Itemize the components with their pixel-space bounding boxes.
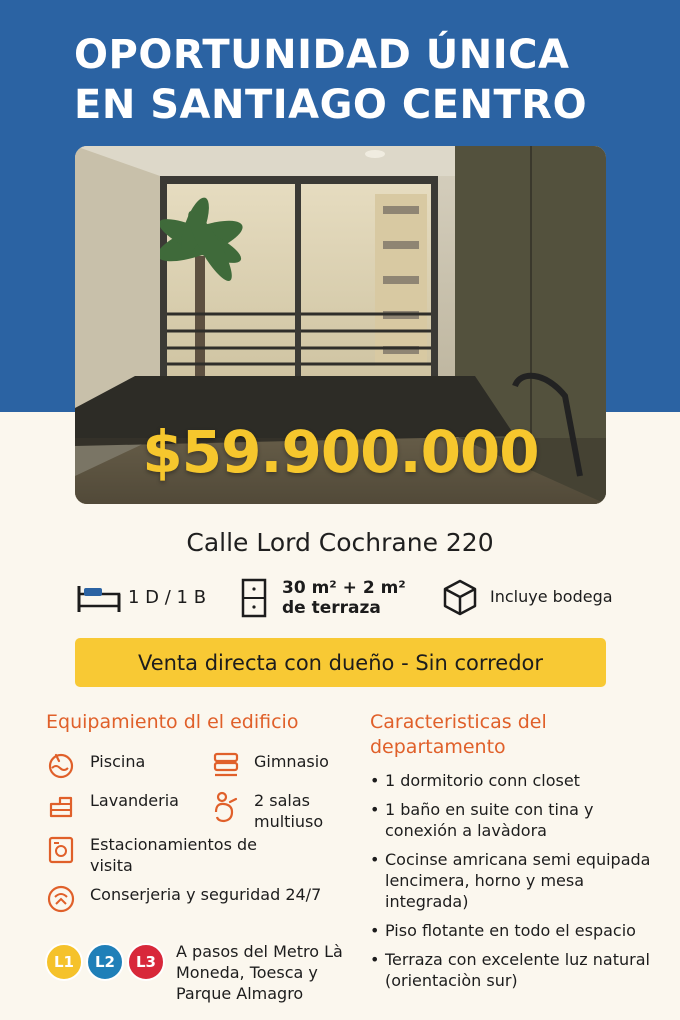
area-icon <box>240 578 268 618</box>
spec-rooms-label: 1 D / 1 B <box>128 587 207 608</box>
parking-icon <box>46 834 76 866</box>
amenity-label: 2 salas multiuso <box>254 791 324 831</box>
amenity-parking <box>46 834 270 876</box>
price: $59.900.000 <box>142 418 539 486</box>
direct-sale-banner: Venta directa con dueño - Sin corredor <box>75 638 606 687</box>
metro-badge-l2: L2 <box>86 943 124 981</box>
amenity-label: Piscina <box>90 752 146 771</box>
metro-badge-l3: L3 <box>127 943 165 981</box>
spec-storage <box>442 578 613 616</box>
amenity-label: Lavanderia <box>90 791 179 810</box>
box-icon <box>442 578 478 616</box>
multiuse-room-icon <box>212 790 240 826</box>
bed-icon <box>76 582 122 614</box>
list-item: • Terraza con excelente luz natural (orientaciòn sur) <box>370 949 670 991</box>
metro-badge-l1: L1 <box>45 943 83 981</box>
laundry-icon <box>46 790 76 820</box>
list-item: • Piso flotante en todo el espacio <box>370 920 670 941</box>
gym-icon <box>212 751 240 779</box>
spec-area-size: 30 m² + 2 m² <box>282 578 406 598</box>
building-section-title: Equipamiento dl el edificio <box>46 711 299 733</box>
headline-line-2: EN SANTIAGO CENTRO <box>74 82 588 128</box>
security-icon <box>46 884 76 914</box>
list-item: • 1 dormitorio conn closet <box>370 770 670 791</box>
spec-storage-label: Incluye bodega <box>490 587 613 606</box>
amenity-label: Gimnasio <box>254 752 329 771</box>
spec-area-terrace: de terraza <box>282 598 381 618</box>
apartment-section-title: Caracteristicas del departamento <box>370 711 547 758</box>
amenity-label: Estacionamientos de visita <box>90 835 257 875</box>
list-item: • 1 baño en suite con tina y conexión a lavàdora <box>370 799 670 841</box>
apartment-features-list <box>370 770 670 999</box>
amenity-multiuse <box>212 790 344 832</box>
spec-area <box>240 578 406 618</box>
amenity-label: Conserjeria y seguridad 24/7 <box>90 885 322 904</box>
pool-icon <box>46 751 76 779</box>
metro-location-text: A pasos del Metro Là Moneda, Toesca y Parque Almagro <box>176 942 343 1003</box>
amenity-pool <box>46 751 145 779</box>
headline <box>74 30 664 130</box>
amenity-laundry <box>46 790 179 820</box>
amenity-gym <box>212 751 329 779</box>
amenity-security <box>46 884 321 914</box>
property-address: Calle Lord Cochrane 220 <box>186 528 494 557</box>
list-item: • Cocinse amricana semi equipada lencimera, horno y mesa integrada) <box>370 849 670 912</box>
headline-line-1: OPORTUNIDAD ÚNICA <box>74 32 570 78</box>
spec-rooms <box>76 582 206 614</box>
